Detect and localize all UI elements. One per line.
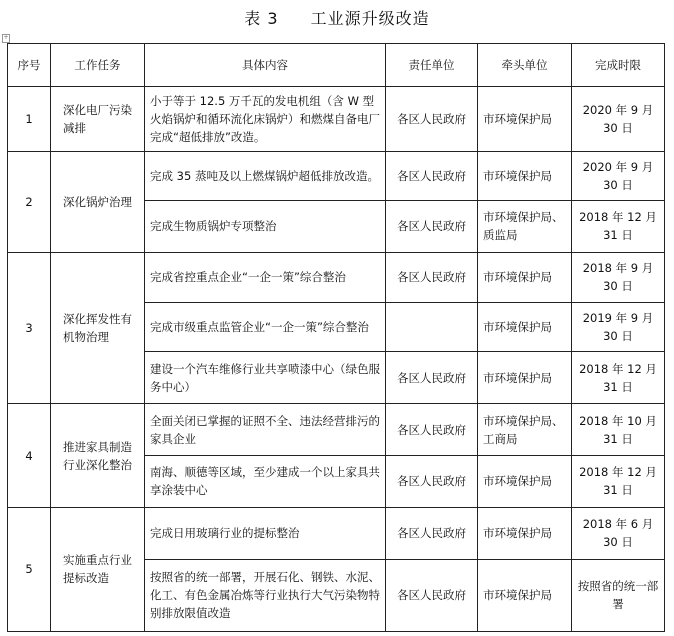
- header-responsible: 责任单位: [386, 44, 478, 87]
- seq-cell: 5: [8, 507, 51, 631]
- task-cell: 深化锅炉治理: [51, 152, 145, 253]
- task-cell: 深化电厂污染减排: [51, 87, 145, 152]
- seq-cell: 1: [8, 87, 51, 152]
- deadline-cell: 2018 年 12 月 31 日: [572, 456, 665, 508]
- table-title-text: 工业源升级改造: [310, 9, 430, 28]
- deadline-cell: 2018 年 12 月 31 日: [572, 200, 665, 252]
- deadline-cell: 2018 年 12 月 31 日: [572, 352, 665, 404]
- responsible-cell: 各区人民政府: [386, 404, 478, 456]
- table-row: [8, 252, 665, 302]
- responsible-cell: 各区人民政府: [386, 200, 478, 252]
- responsible-cell: 各区人民政府: [386, 507, 478, 559]
- deadline-cell: 按照省的统一部署: [572, 559, 665, 631]
- header-task: 工作任务: [51, 44, 145, 87]
- header-deadline: 完成时限: [572, 44, 665, 87]
- table-row: [8, 404, 665, 456]
- header-content: 具体内容: [145, 44, 386, 87]
- task-cell: 实施重点行业提标改造: [51, 507, 145, 631]
- content-cell: 完成日用玻璃行业的提标整治: [145, 507, 386, 559]
- lead-cell: 市环境保护局、质监局: [478, 200, 572, 252]
- upgrade-table: [7, 43, 665, 632]
- responsible-cell: [386, 302, 478, 352]
- content-cell: 完成生物质锅炉专项整治: [145, 200, 386, 252]
- deadline-cell: 2018 年 9 月 30 日: [572, 252, 665, 302]
- task-cell: 推进家具制造行业深化整治: [51, 404, 145, 508]
- lead-cell: 市环境保护局: [478, 252, 572, 302]
- responsible-cell: 各区人民政府: [386, 252, 478, 302]
- content-cell: 完成 35 蒸吨及以上燃煤锅炉超低排放改造。: [145, 152, 386, 201]
- deadline-cell: 2018 年 10 月 31 日: [572, 404, 665, 456]
- content-cell: 南海、顺德等区域，至少建成一个以上家具共享涂装中心: [145, 456, 386, 508]
- content-cell: 全面关闭已掌握的证照不全、违法经营排污的家具企业: [145, 404, 386, 456]
- responsible-cell: 各区人民政府: [386, 559, 478, 631]
- deadline-cell: 2020 年 9 月 30 日: [572, 87, 665, 152]
- lead-cell: 市环境保护局: [478, 87, 572, 152]
- lead-cell: 市环境保护局: [478, 302, 572, 352]
- seq-cell: 2: [8, 152, 51, 253]
- responsible-cell: 各区人民政府: [386, 152, 478, 201]
- lead-cell: 市环境保护局、工商局: [478, 404, 572, 456]
- content-cell: 按照省的统一部署，开展石化、钢铁、水泥、化工、有色金属冶炼等行业执行大气污染物特别排放限值改造: [145, 559, 386, 631]
- lead-cell: 市环境保护局: [478, 456, 572, 508]
- deadline-cell: 2018 年 6 月 30 日: [572, 507, 665, 559]
- table-row: [8, 87, 665, 152]
- content-cell: 建设一个汽车维修行业共享喷漆中心（绿色服务中心）: [145, 352, 386, 404]
- table-number: 表 3: [244, 9, 279, 28]
- table-row: [8, 507, 665, 559]
- responsible-cell: 各区人民政府: [386, 456, 478, 508]
- seq-cell: 4: [8, 404, 51, 508]
- responsible-cell: 各区人民政府: [386, 352, 478, 404]
- deadline-cell: 2020 年 9 月 30 日: [572, 152, 665, 201]
- seq-cell: 3: [8, 252, 51, 403]
- lead-cell: 市环境保护局: [478, 559, 572, 631]
- task-cell: 深化挥发性有机物治理: [51, 252, 145, 403]
- responsible-cell: 各区人民政府: [386, 87, 478, 152]
- table-row: [8, 152, 665, 201]
- lead-cell: 市环境保护局: [478, 507, 572, 559]
- table-anchor-icon[interactable]: +: [3, 34, 9, 41]
- lead-cell: 市环境保护局: [478, 152, 572, 201]
- header-row: [8, 44, 665, 87]
- content-cell: 完成省控重点企业“一企一策”综合整治: [145, 252, 386, 302]
- lead-cell: 市环境保护局: [478, 352, 572, 404]
- header-lead: 牵头单位: [478, 44, 572, 87]
- content-cell: 小于等于 12.5 万千瓦的发电机组（含 W 型火焰锅炉和循环流化床锅炉）和燃煤自备电厂完成“超低排放”改造。: [145, 87, 386, 152]
- header-seq: 序号: [8, 44, 51, 87]
- content-cell: 完成市级重点监管企业“一企一策”综合整治: [145, 302, 386, 352]
- table-title: [0, 6, 674, 32]
- deadline-cell: 2019 年 9 月 30 日: [572, 302, 665, 352]
